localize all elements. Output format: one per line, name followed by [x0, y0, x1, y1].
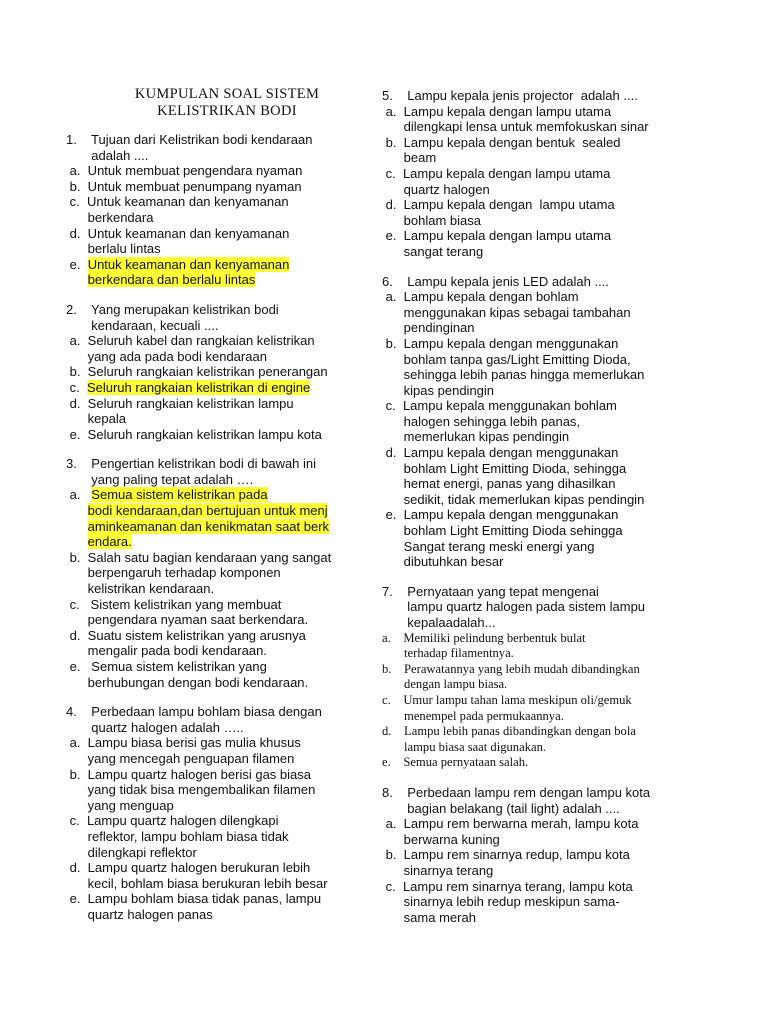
- option-text: kecil, bohlam biasa berukuran lebih besar: [66, 875, 328, 891]
- question-text: yang paling tepat adalah ….: [66, 471, 254, 487]
- option-text: bohlam tanpa gas/Light Emitting Dioda,: [382, 351, 631, 367]
- option-text: yang tidak bisa mengembalikan filamen: [66, 782, 316, 798]
- option-text: b. Untuk membuat penumpang nyaman: [66, 178, 302, 194]
- option-text: b. Salah satu bagian kendaraan yang sangat: [66, 549, 332, 565]
- highlighted-text: berkendara dan berlalu lintas: [87, 272, 256, 288]
- option-text: [66, 272, 366, 288]
- question-text: 5. Lampu kepala jenis projector adalah ....: [382, 88, 638, 103]
- answer-option: [66, 364, 366, 380]
- answer-option: [382, 847, 702, 878]
- question-block: [66, 302, 366, 442]
- option-text: c. Lampu rem sinarnya terang, lampu kota: [382, 878, 633, 894]
- option-text: mengalir pada bodi kendaraan.: [66, 643, 267, 659]
- option-text: e. Lampu kepala dengan lampu utama: [382, 228, 612, 244]
- question-block: [382, 584, 702, 771]
- option-text: bohlam biasa: [382, 212, 481, 228]
- question-text: quartz halogen adalah …..: [66, 719, 244, 735]
- answer-option: [66, 194, 366, 225]
- answer-option: [382, 104, 702, 135]
- option-text: a. Memiliki pelindung berbentuk bulat: [382, 630, 586, 645]
- answer-option: [382, 135, 702, 166]
- question-text: bagian belakang (tail light) adalah ....: [382, 800, 620, 816]
- highlighted-text: Untuk keamanan dan kenyamanan: [87, 256, 290, 272]
- option-text: a. Lampu kepala dengan bohlam: [382, 289, 579, 305]
- option-text: berlalu lintas: [66, 241, 161, 257]
- answer-option: [382, 662, 702, 693]
- option-text: e. Semua sistem kelistrikan yang: [66, 659, 267, 674]
- option-text: d. Seluruh rangkaian kelistrikan lampu: [66, 395, 294, 411]
- question-text: 7. Pernyataan yang tepat mengenai: [382, 583, 599, 599]
- option-text: b. Lampu kepala dengan menggunakan: [382, 335, 619, 351]
- option-text: a. Seluruh kabel dan rangkaian kelistrikan: [66, 333, 315, 349]
- option-text: e. Lampu kepala dengan menggunakan: [382, 507, 619, 523]
- answer-option: [66, 659, 366, 690]
- option-text: Sangat terang meski energi yang: [382, 538, 595, 554]
- option-text: e. Semua pernyataan salah.: [382, 755, 529, 770]
- option-text: b. Lampu rem sinarnya redup, lampu kota: [382, 847, 630, 863]
- question-text: adalah ....: [66, 147, 149, 163]
- answer-option: [382, 879, 702, 926]
- option-text: sinarnya lebih redup meskipun sama-: [382, 894, 620, 910]
- highlighted-text: Semua sistem kelistrikan pada: [91, 487, 268, 503]
- option-text: d. Suatu sistem kelistrikan yang arusnya: [66, 627, 306, 643]
- option-text: berwarna kuning: [382, 831, 500, 847]
- question-text: 8. Perbedaan lampu rem dengan lampu kota: [382, 784, 651, 800]
- option-text: e. Untuk keamanan dan kenyamanan: [66, 256, 290, 272]
- option-text: dilengkapi lensa untuk memfokuskan sinar: [382, 119, 649, 135]
- option-text: sehingga lebih panas hingga memerlukan: [382, 367, 645, 383]
- option-text: c. Untuk keamanan dan kenyamanan: [66, 194, 289, 210]
- answer-option: [382, 166, 702, 197]
- question-text: lampu quartz halogen pada sistem lampu: [382, 599, 646, 615]
- answer-option: [382, 755, 702, 771]
- option-text: sangat terang: [382, 243, 484, 259]
- answer-option: [66, 767, 366, 814]
- option-text: d. Lampu kepala dengan lampu utama: [382, 197, 615, 213]
- option-text: kelistrikan kendaraan.: [66, 581, 215, 597]
- option-text: e. Seluruh rangkaian kelistrikan lampu kota: [66, 426, 322, 442]
- option-text: sinarnya terang: [382, 862, 494, 878]
- highlighted-text: aminkeamanan dan kenikmatan saat berk: [87, 518, 330, 534]
- question-block: [382, 274, 702, 570]
- option-text: a. Semua sistem kelistrikan pada: [66, 487, 268, 503]
- option-text: bohlam Light Emitting Dioda, sehingga: [382, 460, 627, 476]
- option-text: sedikit, tidak memerlukan kipas pendingin: [382, 491, 645, 507]
- answer-option: [382, 816, 702, 847]
- title-line-1: KUMPULAN SOAL SISTEM: [134, 86, 320, 102]
- document-title: [66, 86, 388, 120]
- question-block: [66, 704, 366, 922]
- option-text: d. Lampu quartz halogen berukuran lebih: [66, 860, 311, 876]
- answer-option: [382, 228, 702, 259]
- option-text: bohlam Light Emitting Dioda sehingga: [382, 523, 623, 539]
- answer-option: [66, 396, 366, 427]
- title-line-2: KELISTRIKAN BODI: [157, 103, 297, 119]
- highlighted-text: bodi kendaraan,dan bertujuan untuk menj: [87, 503, 328, 519]
- option-text: [66, 503, 366, 519]
- question-block: [66, 456, 366, 690]
- answer-option: [382, 398, 702, 445]
- answer-option: [66, 735, 366, 766]
- question-text: kepalaadalah...: [382, 615, 496, 630]
- answer-option: [66, 597, 366, 628]
- option-text: beam: [382, 150, 437, 166]
- option-text: c. Lampu kepala dengan lampu utama: [382, 165, 611, 181]
- option-text: a. Lampu rem berwarna merah, lampu kota: [382, 816, 639, 832]
- option-text: quartz halogen: [382, 181, 490, 197]
- option-text: [66, 519, 366, 535]
- right-column: [382, 88, 702, 939]
- answer-option: [382, 197, 702, 228]
- answer-option: [382, 289, 702, 336]
- option-text: d. Lampu kepala dengan menggunakan: [382, 445, 619, 461]
- option-text: a. Untuk membuat pengendara nyaman: [66, 163, 303, 179]
- highlighted-text: endara.: [87, 534, 132, 550]
- question-text: 2. Yang merupakan kelistrikan bodi: [66, 301, 279, 317]
- option-text: sama merah: [382, 909, 476, 925]
- question-text: kendaraan, kecuali ....: [66, 317, 219, 333]
- answer-option: [66, 163, 366, 179]
- option-text: c. Sistem kelistrikan yang membuat: [66, 596, 282, 612]
- option-text: yang mencegah penguapan filamen: [66, 750, 295, 766]
- answer-option: [66, 427, 366, 443]
- question-block: [382, 785, 702, 925]
- answer-option: [66, 813, 366, 860]
- question-block: [66, 132, 366, 288]
- question-text: 1. Tujuan dari Kelistrikan bodi kendaraan: [66, 132, 313, 147]
- question-text: 4. Perbedaan lampu bohlam biasa dengan: [66, 704, 322, 720]
- option-text: e. Lampu bohlam biasa tidak panas, lampu: [66, 891, 322, 907]
- option-text: dengan lampu biasa.: [382, 677, 508, 692]
- option-text: c. Lampu kepala menggunakan bohlam: [382, 398, 617, 414]
- left-question-list: [66, 132, 366, 923]
- option-text: quartz halogen panas: [66, 906, 213, 922]
- option-text: lampu biasa saat digunakan.: [382, 739, 547, 754]
- option-text: b. Lampu kepala dengan bentuk sealed: [382, 134, 621, 150]
- option-text: dibutuhkan besar: [382, 554, 504, 570]
- right-question-list: [382, 88, 702, 925]
- answer-option: [66, 628, 366, 659]
- option-text: berhubungan dengan bodi kendaraan.: [66, 674, 309, 690]
- option-text: pengendara nyaman saat berkendara.: [66, 612, 309, 628]
- option-text: pendinginan: [382, 320, 475, 336]
- answer-option: [66, 179, 366, 195]
- answer-option: [66, 257, 366, 288]
- option-text: dilengkapi reflektor: [66, 844, 197, 860]
- answer-option: [66, 380, 366, 396]
- option-text: c. Lampu quartz halogen dilengkapi: [66, 813, 279, 829]
- question-block: [382, 88, 702, 260]
- answer-option: [66, 487, 366, 549]
- option-text: c. Seluruh rangkaian kelistrikan di engine: [66, 379, 311, 395]
- option-text: a. Lampu kepala dengan lampu utama: [382, 103, 612, 119]
- option-text: kipas pendingin: [382, 382, 495, 398]
- answer-option: [382, 445, 702, 507]
- option-text: yang menguap: [66, 797, 174, 813]
- option-text: memerlukan kipas pendingin: [382, 429, 570, 445]
- option-text: b. Perawatannya yang lebih mudah dibandingkan: [382, 661, 640, 676]
- option-text: reflektor, lampu bohlam biasa tidak: [66, 828, 289, 844]
- option-text: terhadap filamentnya.: [382, 646, 514, 661]
- option-text: hemat energi, panas yang dihasilkan: [382, 476, 616, 492]
- answer-option: [382, 631, 702, 662]
- answer-option: [66, 333, 366, 364]
- option-text: berpengaruh terhadap komponen: [66, 565, 281, 581]
- answer-option: [382, 693, 702, 724]
- answer-option: [382, 336, 702, 398]
- option-text: d. Lampu lebih panas dibandingkan dengan bola: [382, 724, 636, 739]
- answer-option: [66, 891, 366, 922]
- answer-option: [66, 550, 366, 597]
- option-text: d. Untuk keamanan dan kenyamanan: [66, 225, 290, 241]
- answer-option: [382, 724, 702, 755]
- question-text: 3. Pengertian kelistrikan bodi di bawah ini: [66, 456, 317, 472]
- answer-option: [66, 226, 366, 257]
- left-column: [66, 84, 366, 937]
- option-text: menggunakan kipas sebagai tambahan: [382, 304, 631, 320]
- answer-option: [66, 860, 366, 891]
- option-text: b. Seluruh rangkaian kelistrikan penerangan: [66, 364, 328, 380]
- question-text: 6. Lampu kepala jenis LED adalah ....: [382, 273, 609, 289]
- option-text: c. Umur lampu tahan lama meskipun oli/gemuk: [382, 692, 632, 707]
- answer-option: [382, 507, 702, 569]
- option-text: yang ada pada bodi kendaraan: [66, 348, 267, 364]
- option-text: kepala: [66, 411, 126, 427]
- option-text: menempel pada permukaannya.: [382, 708, 564, 723]
- option-text: halogen sehingga lebih panas,: [382, 413, 581, 429]
- option-text: b. Lampu quartz halogen berisi gas biasa: [66, 766, 311, 782]
- option-text: a. Lampu biasa berisi gas mulia khusus: [66, 735, 301, 751]
- option-text: berkendara: [66, 209, 154, 225]
- highlighted-text: Seluruh rangkaian kelistrikan di engine: [86, 379, 311, 395]
- option-text: [66, 534, 366, 550]
